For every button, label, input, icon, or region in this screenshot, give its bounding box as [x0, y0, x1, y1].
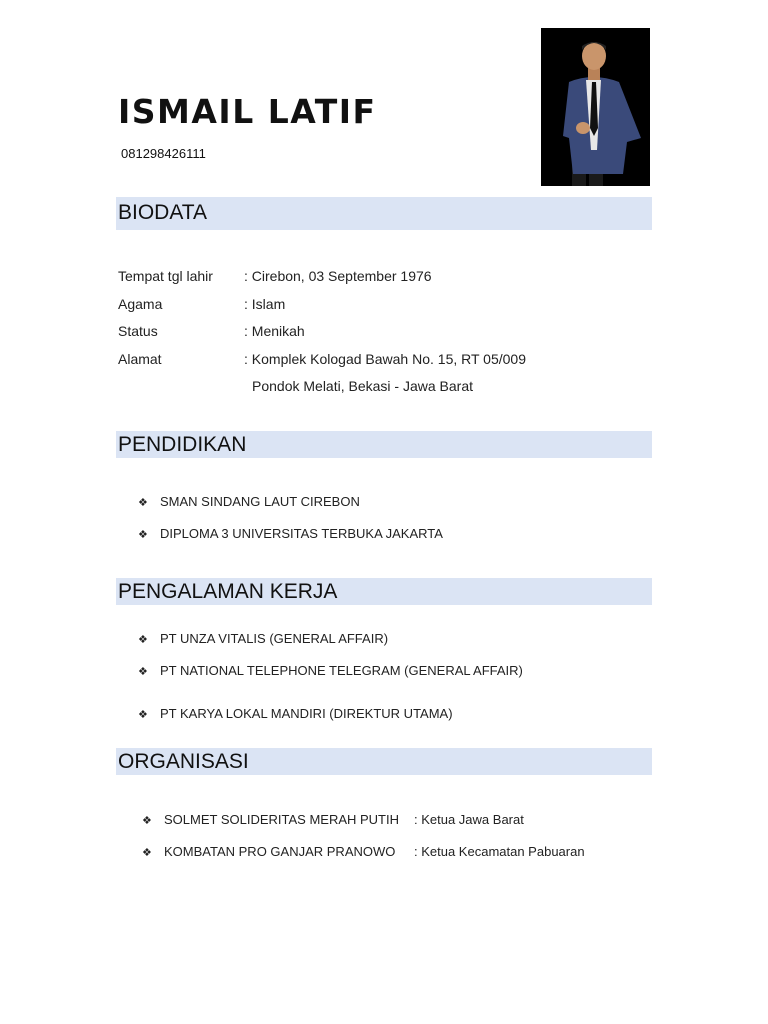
profile-photo [541, 28, 650, 186]
list-item [142, 844, 395, 859]
list-item [138, 663, 523, 678]
section-title-biodata: BIODATA [118, 201, 208, 224]
list-item [142, 812, 399, 827]
list-item-text: PT NATIONAL TELEPHONE TELEGRAM (GENERAL AFFAIR) [160, 663, 523, 678]
section-bar-biodata [116, 197, 652, 230]
list-item-text: SMAN SINDANG LAUT CIREBON [160, 494, 360, 509]
diamond-bullet-icon: ❖ [142, 847, 152, 859]
bio-label-status: Status [118, 323, 158, 339]
phone-number: 081298426111 [121, 146, 206, 161]
bio-value-address-line2: Pondok Melati, Bekasi - Jawa Barat [252, 378, 473, 394]
diamond-bullet-icon: ❖ [138, 634, 148, 646]
section-title-pengalaman: PENGALAMAN KERJA [118, 580, 338, 603]
org-role: : Ketua Kecamatan Pabuaran [414, 844, 585, 859]
org-name: SOLMET SOLIDERITAS MERAH PUTIH [164, 812, 400, 827]
bio-label-address: Alamat [118, 351, 162, 367]
list-item-text: PT UNZA VITALIS (GENERAL AFFAIR) [160, 631, 389, 646]
section-title-organisasi: ORGANISASI [118, 750, 249, 773]
org-role: : Ketua Jawa Barat [414, 812, 524, 827]
diamond-bullet-icon: ❖ [142, 815, 152, 827]
diamond-bullet-icon: ❖ [138, 709, 148, 721]
person-name: ISMAIL LATIF [118, 92, 377, 131]
diamond-bullet-icon: ❖ [138, 529, 148, 541]
section-title-pendidikan: PENDIDIKAN [118, 433, 247, 456]
diamond-bullet-icon: ❖ [138, 666, 148, 678]
list-item-text: DIPLOMA 3 UNIVERSITAS TERBUKA JAKARTA [160, 526, 443, 541]
bio-label-birth: Tempat tgl lahir [118, 268, 213, 284]
list-item [138, 631, 388, 646]
bio-label-religion: Agama [118, 296, 163, 312]
section-bar-pendidikan [116, 431, 652, 458]
list-item [138, 526, 443, 541]
org-name: KOMBATAN PRO GANJAR PRANOWO [164, 844, 396, 859]
bio-value-address: : Komplek Kologad Bawah No. 15, RT 05/009 [244, 351, 526, 367]
list-item [138, 494, 360, 509]
bio-value-religion: : Islam [244, 296, 286, 312]
person-photo-illustration [541, 28, 650, 186]
bio-value-status: : Menikah [244, 323, 305, 339]
list-item-text: PT KARYA LOKAL MANDIRI (DIREKTUR UTAMA) [160, 706, 453, 721]
bio-value-birth: : Cirebon, 03 September 1976 [244, 268, 432, 284]
section-bar-pengalaman [116, 578, 652, 605]
section-bar-organisasi [116, 748, 652, 775]
list-item [138, 706, 453, 721]
diamond-bullet-icon: ❖ [138, 497, 148, 509]
